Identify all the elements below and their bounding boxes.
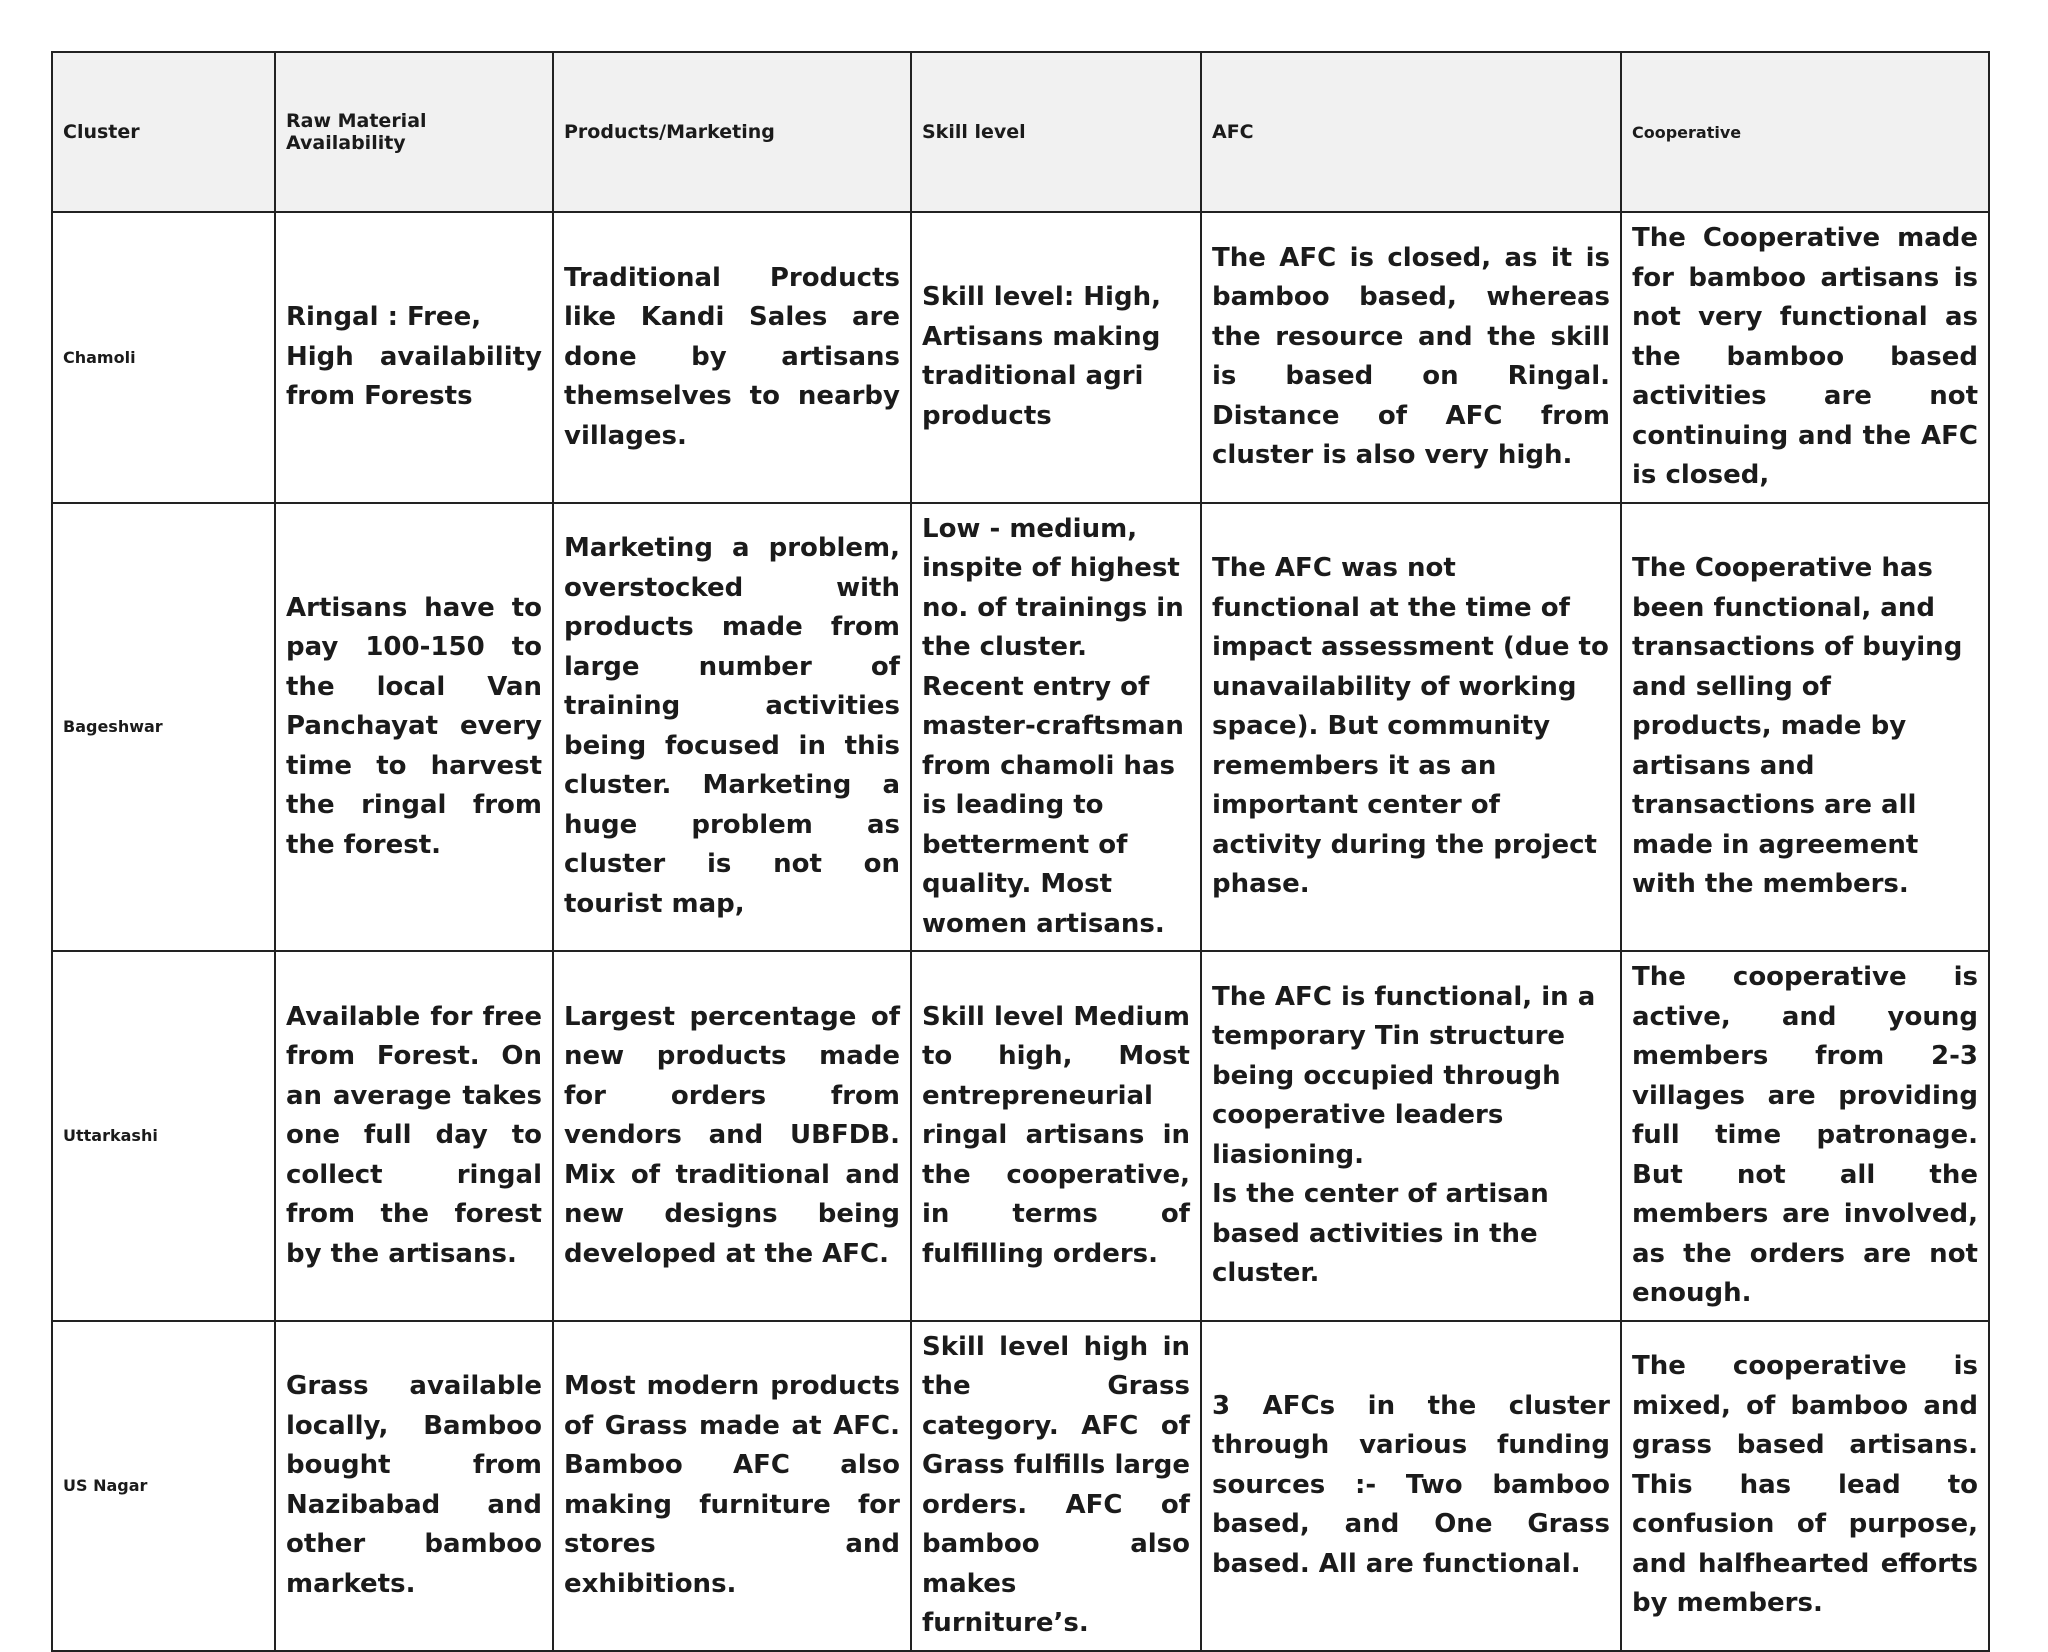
cluster-name: US Nagar — [52, 1321, 275, 1651]
products-marketing-cell: Marketing a problem, overstocked with products made from large number of training activities being focused in this cluster. Marketing a huge problem as cluster is not on tourist map, — [553, 503, 911, 952]
skill-level-cell: Skill level high in the Grass category. AFC of Grass fulfills large orders. AFC of bamboo also makes furniture’s. — [911, 1321, 1201, 1651]
table-row — [52, 1321, 1989, 1651]
cooperative-cell: The Cooperative made for bamboo artisans is not very functional as the bamboo based activities are not continuing and the AFC is closed, — [1621, 212, 1989, 503]
header-cooperative: Cooperative — [1621, 52, 1989, 212]
header-afc: AFC — [1201, 52, 1621, 212]
products-marketing-cell: Largest percentage of new products made for orders from vendors and UBFDB. Mix of traditional and new designs being developed at the AFC. — [553, 951, 911, 1321]
cluster-name: Chamoli — [52, 212, 275, 503]
header-products-marketing: Products/Marketing — [553, 52, 911, 212]
header-skill-level: Skill level — [911, 52, 1201, 212]
raw-material-cell: Available for free from Forest. On an average takes one full day to collect ringal from the forest by the artisans. — [275, 951, 553, 1321]
raw-material-cell: Artisans have to pay 100-150 to the local Van Panchayat every time to harvest the ringal from the forest. — [275, 503, 553, 952]
skill-level-cell: Skill level Medium to high, Most entrepreneurial ringal artisans in the cooperative, in terms of fulfilling orders. — [911, 951, 1201, 1321]
afc-cell: The AFC is closed, as it is bamboo based, whereas the resource and the skill is based on Ringal. Distance of AFC from cluster is also very high. — [1201, 212, 1621, 503]
cluster-comparison-table — [51, 51, 1990, 1652]
table-row — [52, 212, 1989, 503]
afc-cell: The AFC is functional, in a temporary Tin structure being occupied through cooperative leaders liasioning. Is the center of artisan based activities in the cluster. — [1201, 951, 1621, 1321]
cooperative-cell: The cooperative is mixed, of bamboo and grass based artisans. This has lead to confusion of purpose, and halfhearted efforts by members. — [1621, 1321, 1989, 1651]
products-marketing-cell: Traditional Products like Kandi Sales are done by artisans themselves to nearby villages. — [553, 212, 911, 503]
cooperative-cell: The Cooperative has been functional, and transactions of buying and selling of products, made by artisans and transactions are all made in agreement with the members. — [1621, 503, 1989, 952]
raw-material-cell: Ringal : Free, High availability from Forests — [275, 212, 553, 503]
cluster-name: Bageshwar — [52, 503, 275, 952]
cooperative-cell: The cooperative is active, and young members from 2-3 villages are providing full time patronage. But not all the members are involved, as the orders are not enough. — [1621, 951, 1989, 1321]
header-cluster: Cluster — [52, 52, 275, 212]
afc-cell: 3 AFCs in the cluster through various funding sources :- Two bamboo based, and One Grass based. All are functional. — [1201, 1321, 1621, 1651]
skill-level-cell: Skill level: High, Artisans making traditional agri products — [911, 212, 1201, 503]
header-row — [52, 52, 1989, 212]
raw-material-cell: Grass available locally, Bamboo bought from Nazibabad and other bamboo markets. — [275, 1321, 553, 1651]
header-raw-material: Raw Material Availability — [275, 52, 553, 212]
afc-cell: The AFC was not functional at the time of impact assessment (due to unavailability of working space). But community remembers it as an important center of activity during the project phase. — [1201, 503, 1621, 952]
table-row — [52, 951, 1989, 1321]
skill-level-cell: Low - medium, inspite of highest no. of trainings in the cluster. Recent entry of master-craftsman from chamoli has is leading to betterment of quality. Most women artisans. — [911, 503, 1201, 952]
table-row — [52, 503, 1989, 952]
products-marketing-cell: Most modern products of Grass made at AFC. Bamboo AFC also making furniture for stores and exhibitions. — [553, 1321, 911, 1651]
cluster-name: Uttarkashi — [52, 951, 275, 1321]
